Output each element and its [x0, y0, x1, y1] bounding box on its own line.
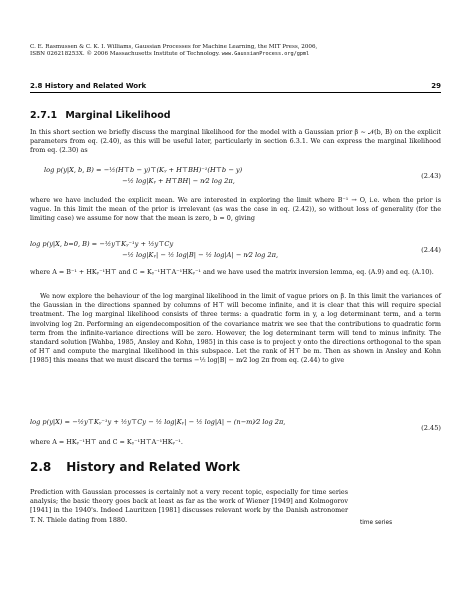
subsection-number: 2.7.1 [30, 110, 58, 121]
equation-2-43-line-2: −½ log|Kᵧ + H⊤BH| − n⁄2 log 2π, [122, 177, 235, 185]
paragraph-5: where A = HKᵧ⁻¹H⊤ and C = Kᵧ⁻¹H⊤A⁻¹HKᵧ⁻¹. [30, 438, 183, 446]
equation-number: (2.43) [421, 172, 441, 180]
running-header [30, 82, 441, 90]
book-url[interactable]: www.GaussianProcess.org/gpml [221, 51, 310, 57]
paragraph-6: Prediction with Gaussian processes is certainly not a very recent topic, especially for time series analysis; the basic theory goes back at least as far as the work of Wiener [1949] and Kolmogorov [1941] in the 1940's. Indeed Lauritzen [1981] discusses relevant work by the Danish astronomer T. N. Thiele dating from 1880. [30, 488, 348, 524]
equation-2-44-line-1: log p(y|X, b=0, B) = −½y⊤Kᵧ⁻¹y + ½y⊤Cy [30, 240, 174, 248]
page-number: 29 [431, 82, 441, 90]
running-header-section: 2.8 History and Related Work [30, 82, 147, 90]
subsection-title: Marginal Likelihood [65, 110, 171, 121]
source-notice [30, 44, 440, 58]
section-number: 2.8 [30, 460, 52, 474]
equation-number: (2.44) [421, 246, 441, 254]
equation-2-45-line-1: log p(y|X) = −½y⊤Kᵧ⁻¹y + ½y⊤Cy − ½ log|Kᵧ| − ½ log|A| − (n−m)⁄2 log 2π, [30, 418, 286, 426]
paragraph-1: In this short section we briefly discuss the marginal likelihood for the model with a Gaussian prior β ~ 𝒩(b, B) on the explicit parameters from eq. (2.40), as this will be useful later, particularly in section 6.3.1. We can express the marginal likelihood from eq. (2.30) as [30, 128, 441, 155]
section-heading [30, 460, 240, 474]
copyright-text: ISBN 026218253X. © 2006 Massachusetts Institute of Technology. [30, 51, 220, 57]
source-line-2 [30, 51, 440, 58]
equation-2-45 [30, 418, 441, 440]
subsection-heading [30, 110, 171, 121]
paragraph-4: We now explore the behaviour of the log marginal likelihood in the limit of vague priors on β. In this limit the variances of the Gaussian in the directions spanned by columns of H⊤ will become infinite, and it is clear that this will require special treatment. The log marginal likelihood consists of three terms: a quadratic form in y, a log determinant term, and a term involving log 2π. Performing an eigendecomposition of the covariance matrix we see that the contributions to quadratic form term from the infinite-variance directions will be zero. However, the log determinant term will tend to minus infinity. The standard solution [Wahba, 1985, Ansley and Kohn, 1985] in this case is to project y onto the directions orthogonal to the span of H⊤ and compute the marginal likelihood in this subspace. Let the rank of H⊤ be m. Then as shown in Ansley and Kohn [1985] this means that we must discard the terms −½ log|B| − m⁄2 log 2π from eq. (2.44) to give [30, 292, 441, 365]
section-title: History and Related Work [66, 460, 240, 474]
equation-number: (2.45) [421, 424, 441, 432]
equation-2-44 [30, 240, 441, 262]
header-rule [30, 92, 441, 93]
equation-2-44-line-2: −½ log|Kᵧ| − ½ log|B| − ½ log|A| − n⁄2 log 2π, [122, 251, 279, 259]
source-line-1: C. E. Rasmussen & C. K. I. Williams, Gaussian Processes for Machine Learning, the MIT Press, 2006, [30, 44, 318, 50]
margin-note: time series [360, 520, 393, 526]
paragraph-2: where we have included the explicit mean. We are interested in exploring the limit where B⁻¹ → O, i.e. when the prior is vague. In this limit the mean of the prior is irrelevant (as was the case in eq. (2.42)), so without loss of generality (for the limiting case) we assume for now that the mean is zero, b = 0, giving [30, 196, 441, 223]
paragraph-3: where A = B⁻¹ + HKᵧ⁻¹H⊤ and C = Kᵧ⁻¹H⊤A⁻¹HKᵧ⁻¹ and we have used the matrix inversion lemma, eq. (A.9) and eq. (A.10). [30, 268, 434, 276]
equation-2-43-line-1: log p(y|X, b, B) = −½(H⊤b − y)⊤(Kᵧ + H⊤BH)⁻¹(H⊤b − y) [44, 166, 243, 174]
equation-2-43 [30, 166, 441, 188]
